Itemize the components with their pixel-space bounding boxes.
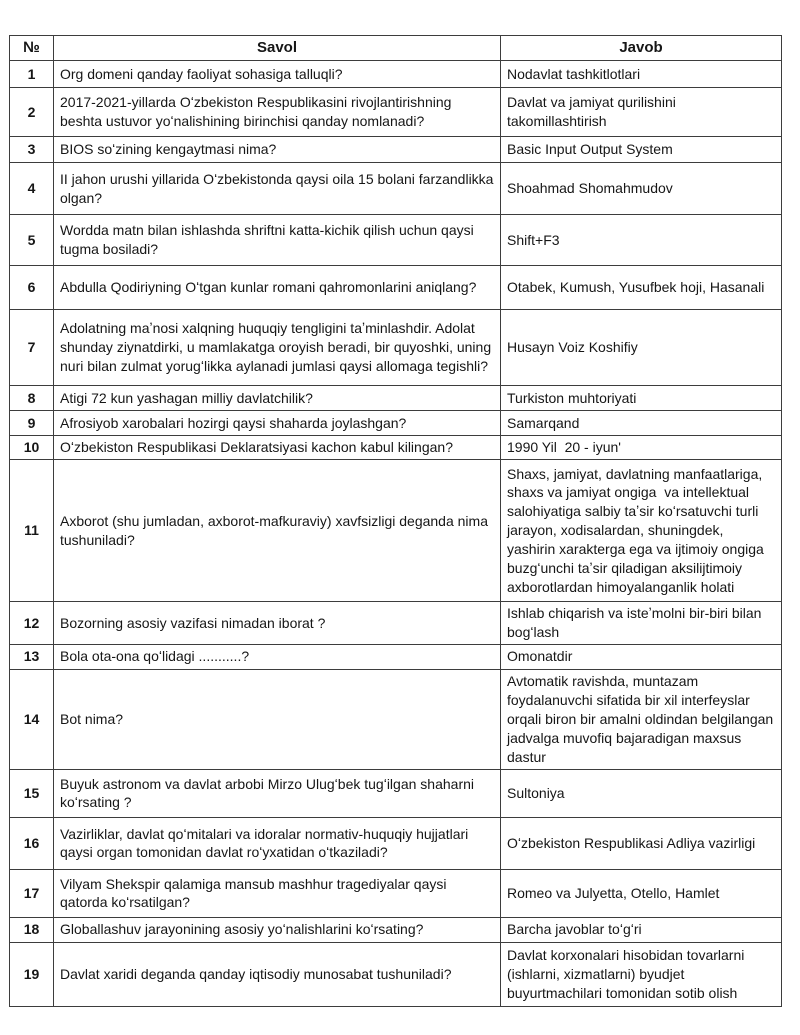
- answer-cell: Shaxs, jamiyat, davlatning manfaatlariga, shaxs va jamiyat ongiga va intellektual salohiyatiga salbiy taʼsir koʻrsatuvchi turli jarayon, xodisalardan, shuningdek, yashirin xarakterga ega va ijtimoiy ongiga buzgʻunchi taʼsir qiladigan aksilijtimoiy axborotlardan himoyalanganlik holati: [501, 460, 782, 602]
- answer-cell: Husayn Voiz Koshifiy: [501, 310, 782, 386]
- answer-cell: Shoahmad Shomahmudov: [501, 163, 782, 215]
- row-number-cell: 3: [10, 137, 54, 163]
- table-row: [10, 769, 782, 817]
- row-number-cell: 17: [10, 869, 54, 917]
- header-row: [10, 36, 782, 61]
- answer-cell: Romeo va Julyetta, Otello, Hamlet: [501, 869, 782, 917]
- table-row: [10, 942, 782, 1006]
- table-row: [10, 817, 782, 869]
- answer-cell: Davlat va jamiyat qurilishini takomillashtirish: [501, 88, 782, 137]
- question-cell: BIOS soʻzining kengaytmasi nima?: [54, 137, 501, 163]
- header-question: Savol: [54, 36, 501, 61]
- question-cell: Vilyam Shekspir qalamiga mansub mashhur tragediyalar qaysi qatorda koʻrsatilgan?: [54, 869, 501, 917]
- question-cell: Abdulla Qodiriyning Oʻtgan kunlar romani qahromonlarini aniqlang?: [54, 266, 501, 310]
- table-row: [10, 266, 782, 310]
- question-cell: 2017-2021-yillarda Oʻzbekiston Respublikasini rivojlantirishning beshta ustuvor yoʻnalishining birinchisi qanday nomlanadi?: [54, 88, 501, 137]
- row-number-cell: 15: [10, 769, 54, 817]
- row-number-cell: 11: [10, 460, 54, 602]
- answer-cell: Otabek, Kumush, Yusufbek hoji, Hasanali: [501, 266, 782, 310]
- header-number: №: [10, 36, 54, 61]
- row-number-cell: 4: [10, 163, 54, 215]
- question-cell: Afrosiyob xarobalari hozirgi qaysi shaharda joylashgan?: [54, 411, 501, 436]
- row-number-cell: 7: [10, 310, 54, 386]
- answer-cell: Oʻzbekiston Respublikasi Adliya vazirligi: [501, 817, 782, 869]
- row-number-cell: 2: [10, 88, 54, 137]
- table-row: [10, 602, 782, 645]
- answer-cell: Shift+F3: [501, 215, 782, 266]
- answer-cell: 1990 Yil 20 - iyun': [501, 436, 782, 460]
- row-number-cell: 18: [10, 917, 54, 942]
- row-number-cell: 1: [10, 61, 54, 88]
- row-number-cell: 5: [10, 215, 54, 266]
- table-row: [10, 460, 782, 602]
- question-cell: Wordda matn bilan ishlashda shriftni katta-kichik qilish uchun qaysi tugma bosiladi?: [54, 215, 501, 266]
- answer-cell: Omonatdir: [501, 644, 782, 669]
- answer-cell: Davlat korxonalari hisobidan tovarlarni (ishlarni, xizmatlarni) byudjet buyurtmachilari tomonidan sotib olish: [501, 942, 782, 1006]
- table-row: [10, 163, 782, 215]
- row-number-cell: 19: [10, 942, 54, 1006]
- row-number-cell: 13: [10, 644, 54, 669]
- table-row: [10, 215, 782, 266]
- row-number-cell: 8: [10, 386, 54, 411]
- table-row: [10, 869, 782, 917]
- answer-cell: Ishlab chiqarish va isteʼmolni bir-biri bilan bogʻlash: [501, 602, 782, 645]
- question-cell: Oʻzbekiston Respublikasi Deklaratsiyasi kachon kabul kilingan?: [54, 436, 501, 460]
- table-body: [10, 61, 782, 1007]
- table-row: [10, 669, 782, 769]
- question-cell: Davlat xaridi deganda qanday iqtisodiy munosabat tushuniladi?: [54, 942, 501, 1006]
- answer-cell: Avtomatik ravishda, muntazam foydalanuvchi sifatida bir xil interfeyslar orqali biron bir amalni oldindan belgilangan jadvalga muvofiq bajaradigan maxsus dastur: [501, 669, 782, 769]
- question-cell: Vazirliklar, davlat qoʻmitalari va idoralar normativ-huquqiy hujjatlari qaysi organ tomonidan davlat roʻyxatidan oʻtkaziladi?: [54, 817, 501, 869]
- question-cell: Globallashuv jarayonining asosiy yoʻnalishlarini koʻrsating?: [54, 917, 501, 942]
- question-cell: Org domeni qanday faoliyat sohasiga talluqli?: [54, 61, 501, 88]
- table-row: [10, 310, 782, 386]
- question-cell: Adolatning maʼnosi xalqning huquqiy tengligini taʼminlashdir. Adolat shunday ziynatdirki, u mamlakatga oroyish beradi, bir quyoshki, uning nuri bilan zulmat yorugʻlikka aylanadi jumlasi qaysi allomaga tegishli?: [54, 310, 501, 386]
- answer-cell: Nodavlat tashkitlotlari: [501, 61, 782, 88]
- table-row: [10, 386, 782, 411]
- row-number-cell: 9: [10, 411, 54, 436]
- row-number-cell: 6: [10, 266, 54, 310]
- table-row: [10, 61, 782, 88]
- row-number-cell: 12: [10, 602, 54, 645]
- table-header: [10, 36, 782, 61]
- table-row: [10, 644, 782, 669]
- row-number-cell: 14: [10, 669, 54, 769]
- question-cell: Bozorning asosiy vazifasi nimadan iborat ?: [54, 602, 501, 645]
- quiz-table: [9, 35, 782, 1007]
- question-cell: Bot nima?: [54, 669, 501, 769]
- answer-cell: Sultoniya: [501, 769, 782, 817]
- row-number-cell: 10: [10, 436, 54, 460]
- answer-cell: Barcha javoblar toʻgʻri: [501, 917, 782, 942]
- answer-cell: Turkiston muhtoriyati: [501, 386, 782, 411]
- answer-cell: Basic Input Output System: [501, 137, 782, 163]
- question-cell: Buyuk astronom va davlat arbobi Mirzo Ulugʻbek tugʻilgan shaharni koʻrsating ?: [54, 769, 501, 817]
- table-row: [10, 88, 782, 137]
- table-row: [10, 436, 782, 460]
- question-cell: II jahon urushi yillarida Oʻzbekistonda qaysi oila 15 bolani farzandlikka olgan?: [54, 163, 501, 215]
- table-row: [10, 917, 782, 942]
- answer-cell: Samarqand: [501, 411, 782, 436]
- question-cell: Bola ota-ona qoʻlidagi ...........?: [54, 644, 501, 669]
- question-cell: Axborot (shu jumladan, axborot-mafkuraviy) xavfsizligi deganda nima tushuniladi?: [54, 460, 501, 602]
- row-number-cell: 16: [10, 817, 54, 869]
- header-answer: Javob: [501, 36, 782, 61]
- question-cell: Atigi 72 kun yashagan milliy davlatchilik?: [54, 386, 501, 411]
- table-row: [10, 137, 782, 163]
- table-row: [10, 411, 782, 436]
